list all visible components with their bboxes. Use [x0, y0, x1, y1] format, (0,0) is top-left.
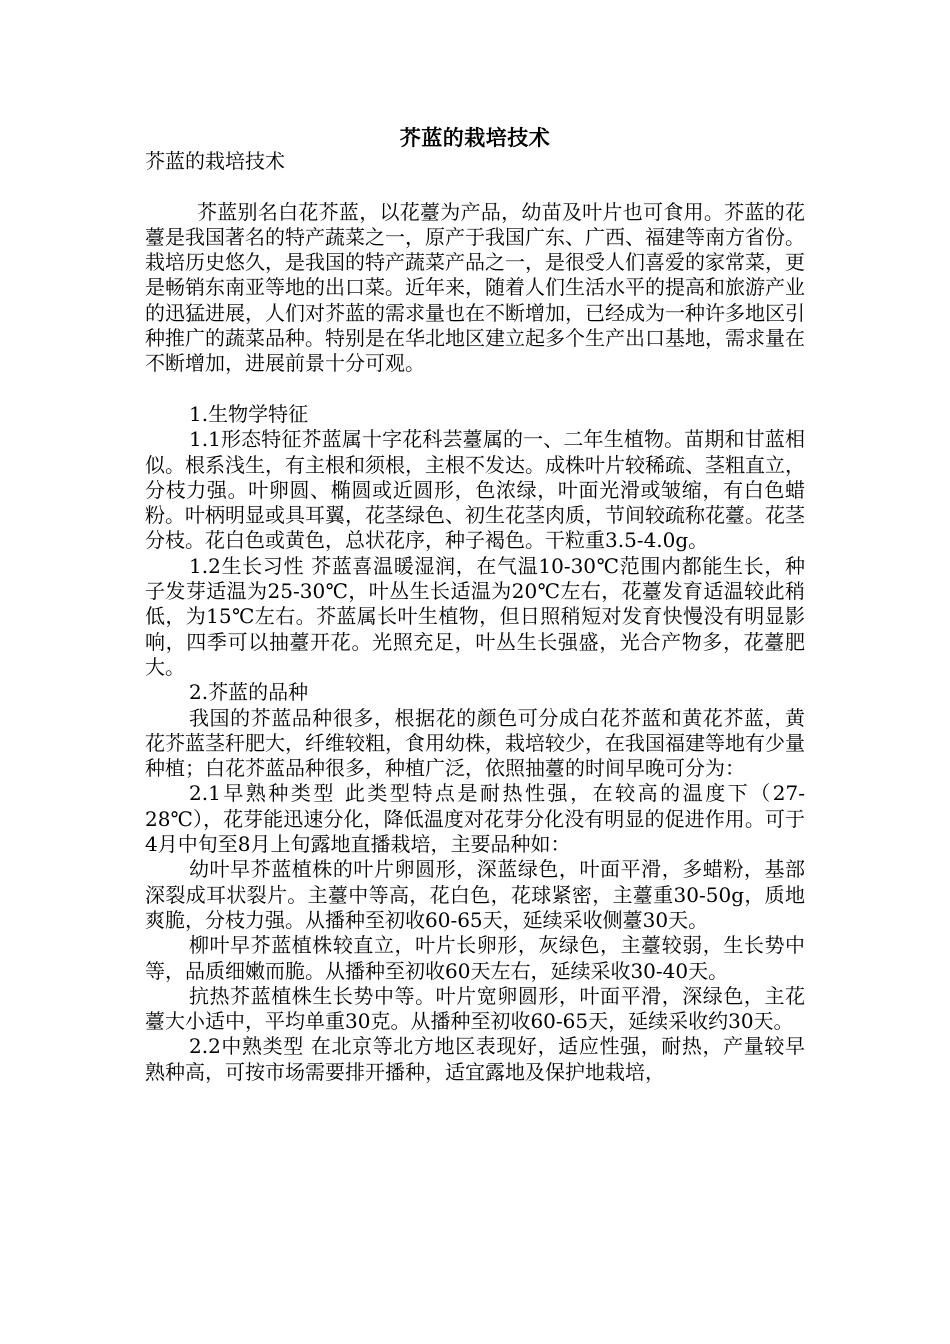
paragraph-varieties: 我国的芥蓝品种很多，根据花的颜色可分成白花芥蓝和黄花芥蓝，黄花芥蓝茎秆肥大，纤维较粗，食用幼株，栽培较少，在我国福建等地有少量种植；白花芥蓝品种很多，种植广泛，依照抽薹的时间早晚可分为： — [145, 705, 805, 781]
section-heading-1: 1.生物学特征 — [189, 401, 309, 426]
paragraph-2-2: 2.2中熟类型 在北京等北方地区表现好，适应性强，耐热，产量较早熟种高，可按市场需要排开播种，适宜露地及保护地栽培， — [145, 1034, 805, 1084]
document-subtitle: 芥蓝的栽培技术 — [145, 149, 285, 173]
paragraph-2-1: 2.1早熟种类型 此类型特点是耐热性强，在较高的温度下（27-28℃），花芽能迅速分化，降低温度对花芽分化没有明显的促进作用。可于4月中旬至8月上旬露地直播栽培，主要品种如： — [145, 781, 805, 857]
paragraph-variety-kangre: 抗热芥蓝植株生长势中等。叶片宽卵圆形，叶面平滑，深绿色，主花薹大小适中，平均单重30克。从播种至初收60-65天，延续采收约30天。 — [145, 983, 805, 1034]
section-heading-2: 2.芥蓝的品种 — [189, 680, 309, 705]
paragraph-1-2: 1.2生长习性 芥蓝喜温暖湿润，在气温10-30℃范围内都能生长，种子发芽适温为25-30℃，叶丛生长适温为20℃左右，花薹发育适温较此稍低，为15℃左右。芥蓝属长叶生植物，但日照稍短对发育快慢没有明显影响，四季可以抽薹开花。光照充足，叶丛生长强盛，光合产物多，花薹肥大。 — [145, 553, 805, 679]
document-body — [145, 149, 805, 1085]
intro-paragraph: 芥蓝别名白花芥蓝，以花薹为产品，幼苗及叶片也可食用。芥蓝的花薹是我国著名的特产蔬菜之一，原产于我国广东、广西、福建等南方省份。栽培历史悠久，是我国的特产蔬菜产品之一，是很受人们喜爱的家常菜，更是畅销东南亚等地的出口菜。近年来，随着人们生活水平的提高和旅游产业的迅猛进展，人们对芥蓝的需求量也在不断增加，已经成为一种许多地区引种推广的蔬菜品种。特别是在华北地区建立起多个生产出口基地，需求量在不断增加，进展前景十分可观。 — [145, 199, 805, 376]
document-title: 芥蓝的栽培技术 — [399, 125, 551, 150]
paragraph-variety-liuye: 柳叶早芥蓝植株较直立，叶片长卵形，灰绿色，主薹较弱，生长势中等，品质细嫩而脆。从播种至初收60天左右，延续采收30-40天。 — [145, 933, 805, 983]
paragraph-variety-youye: 幼叶早芥蓝植株的叶片卵圆形，深蓝绿色，叶面平滑，多蜡粉，基部深裂成耳状裂片。主薹中等高，花白色，花球紧密，主薹重30-50g，质地爽脆，分枝力强。从播种至初收60-65天，延续采收侧薹30天。 — [145, 857, 805, 932]
paragraph-1-1: 1.1形态特征芥蓝属十字花科芸薹属的一、二年生植物。苗期和甘蓝相似。根系浅生，有主根和须根，主根不发达。成株叶片较稀疏、茎粗直立，分枝力强。叶卵圆、椭圆或近圆形，色浓绿，叶面光滑或皱缩，有白色蜡粉。叶柄明显或具耳翼，花茎绿色、初生花茎肉质，节间较疏称花薹。花茎分枝。花白色或黄色，总状花序，种子褐色。干粒重3.5-4.0g。 — [145, 427, 805, 553]
